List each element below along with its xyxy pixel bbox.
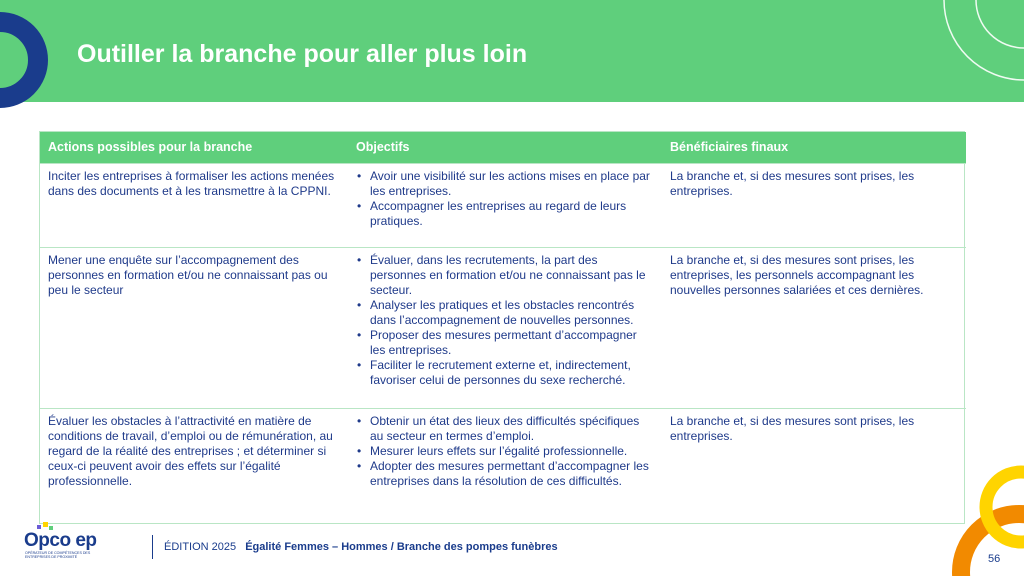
footer-edition: ÉDITION 2025 [164,541,237,553]
objectif-item: • Analyser les pratiques et les obstacles rencontrés dans l’accompagnement de nouvelles personnes. [356,298,654,328]
header-band [0,0,1024,102]
column-header-actions: Actions possibles pour la branche [40,132,348,163]
objectif-item: • Faciliter le recrutement externe et, indirectement, favoriser celui de personnes du sexe recherché. [356,358,654,388]
page-number: 56 [988,553,1001,565]
logo-subtitle: OPÉRATEUR DE COMPÉTENCES DES ENTREPRISES DE PROXIMITÉ [25,551,91,560]
action-cell: Inciter les entreprises à formaliser les actions menées dans des documents et à les transmettre à la CPPNI. [40,163,348,247]
objectifs-cell [348,408,662,524]
slide-title: Outiller la branche pour aller plus loin [77,40,528,68]
decorative-navy-arc [0,0,60,120]
column-header-objectifs: Objectifs [348,132,662,163]
objectifs-cell [348,247,662,408]
decorative-arcs [914,0,1024,102]
objectif-item: • Accompagner les entreprises au regard de leurs pratiques. [356,199,654,229]
objectif-item: • Obtenir un état des lieux des difficultés spécifiques au secteur en termes d’emploi. [356,414,654,444]
beneficiaires-cell: La branche et, si des mesures sont prises, les entreprises, les personnels accompagnant les nouvelles personnes salariées et ces dernières. [662,247,966,408]
table-row [40,163,966,247]
objectif-item: • Mesurer leurs effets sur l’égalité professionnelle. [356,444,654,459]
objectifs-cell [348,163,662,247]
table-row [40,408,966,524]
decorative-corner-circles [914,460,1024,576]
objectif-item: • Adopter des mesures permettant d’accompagner les entreprises dans la résolution de ces difficultés. [356,459,654,489]
objectif-item: • Avoir une visibilité sur les actions mises en place par les entreprises. [356,169,654,199]
logo-wordmark: Opco ep [24,530,97,551]
column-header-beneficiaires: Bénéficiaires finaux [662,132,966,163]
footer-divider [152,535,153,559]
beneficiaires-cell: La branche et, si des mesures sont prises, les entreprises. [662,408,966,524]
actions-table [39,131,965,524]
footer [164,541,558,553]
footer-title: Égalité Femmes – Hommes / Branche des pompes funèbres [245,541,558,553]
table-row [40,247,966,408]
action-cell: Mener une enquête sur l’accompagnement des personnes en formation et/ou ne connaissant pas ou peu le secteur [40,247,348,408]
beneficiaires-cell: La branche et, si des mesures sont prises, les entreprises. [662,163,966,247]
action-cell: Évaluer les obstacles à l’attractivité en matière de conditions de travail, d’emploi ou de rémunération, au regard de la réalité des entreprises ; et déterminer si ceux-ci peuvent avoir des effets sur l’égalité professionnelle. [40,408,348,524]
objectif-item: • Proposer des mesures permettant d’accompagner les entreprises. [356,328,654,358]
objectif-item: • Évaluer, dans les recrutements, la part des personnes en formation et/ou ne connaissant pas le secteur. [356,253,654,298]
opco-ep-logo [24,522,124,562]
